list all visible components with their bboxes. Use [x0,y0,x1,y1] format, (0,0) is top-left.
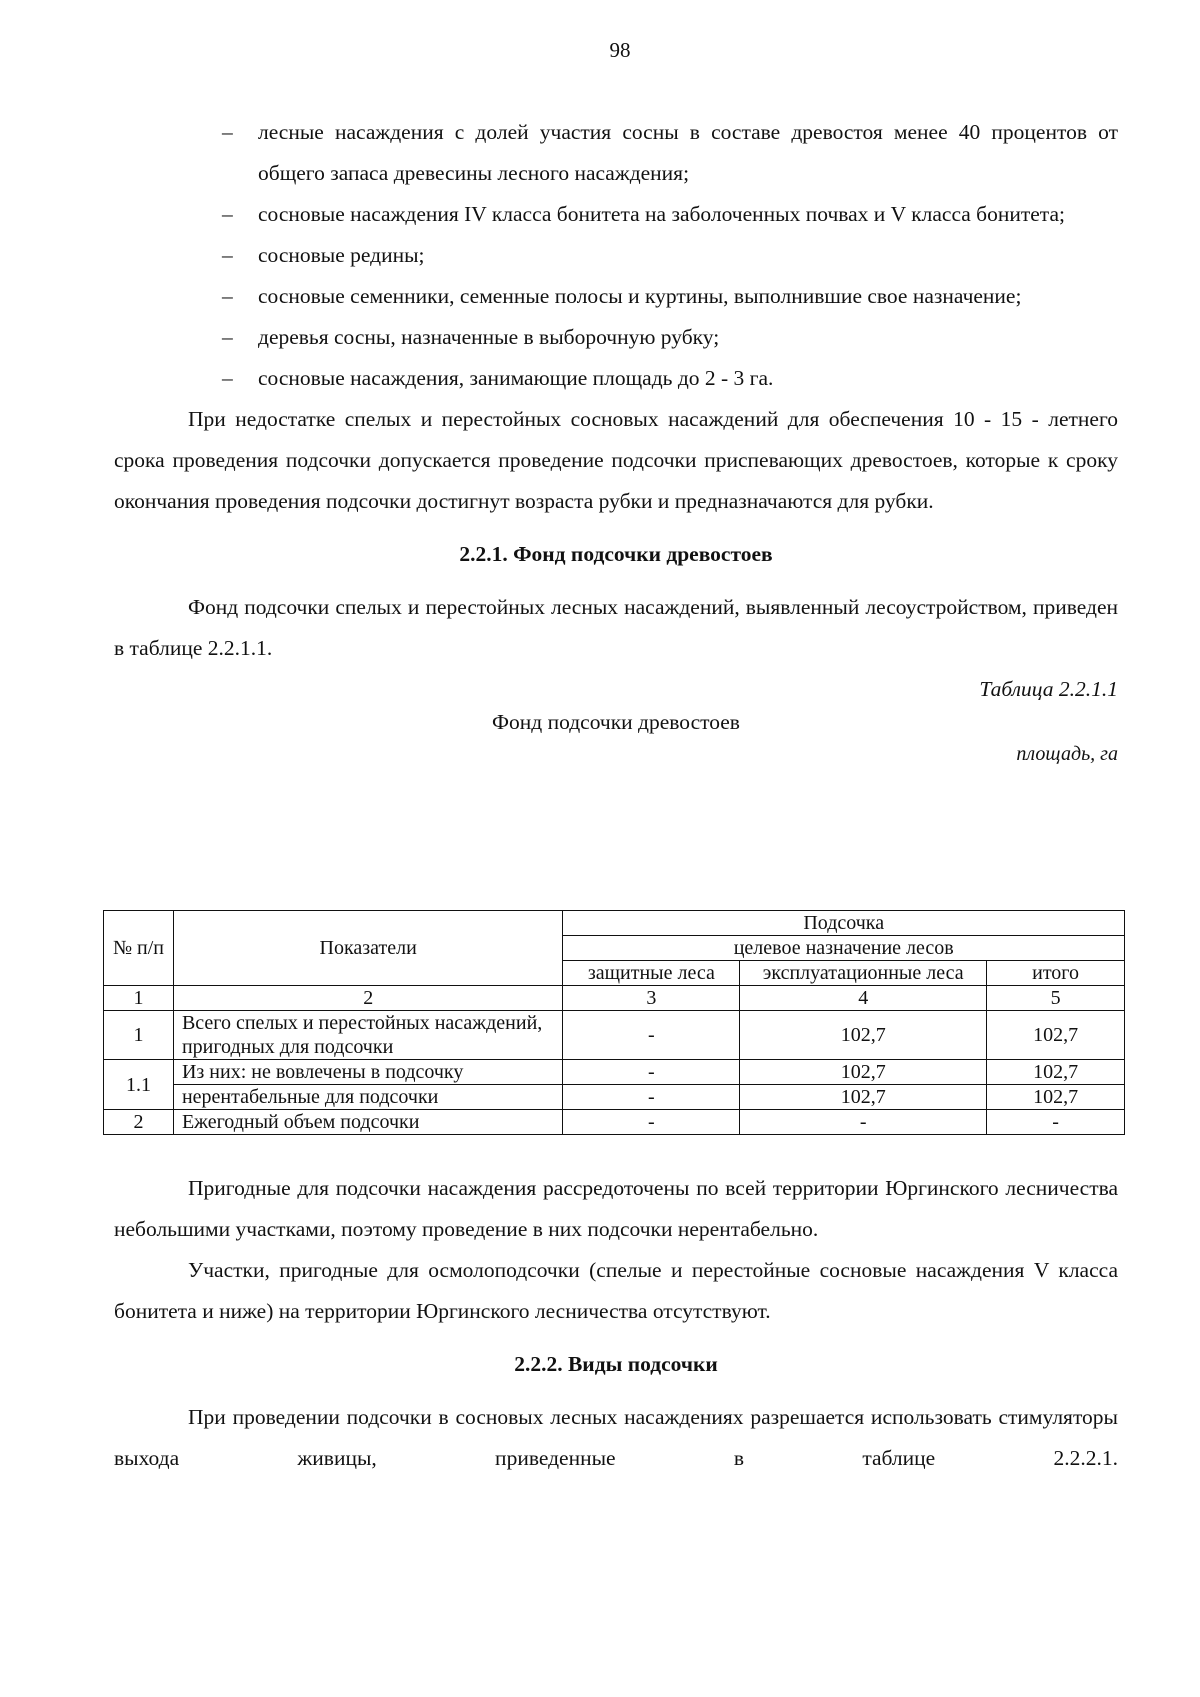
list-item-text: сосновые редины; [258,243,425,267]
table-cell: Всего спелых и перестойных насаждений, пригодных для подсочки [173,1011,563,1060]
table-cell: Ежегодный объем подсочки [173,1110,563,1135]
table-cell: Из них: не вовлечены в подсочку [173,1060,563,1085]
page-number: 98 [609,38,631,62]
table-cell: 102,7 [987,1011,1125,1060]
header-cell: Показатели [173,911,563,986]
table-cell: 4 [740,986,987,1011]
table-cell: - [563,1060,740,1085]
table-cell: 2 [173,986,563,1011]
table-cell: 1 [104,1011,174,1060]
header-cell: № п/п [104,911,174,986]
table-cell: 3 [563,986,740,1011]
list-item [114,317,1118,358]
paragraph: При проведении подсочки в сосновых лесных насаждениях разрешается использовать стимуляторы выхода живицы, приведенные в таблице 2.2.2.1. [114,1405,1118,1470]
table-cell: нерентабельные для подсочки [173,1085,563,1110]
dash-mark: – [222,243,233,267]
table-unit: площадь, га [1016,743,1118,765]
table-cell: - [563,1110,740,1135]
list-item-text: деревья сосны, назначенные в выборочную рубку; [258,325,720,349]
table-cell: - [740,1110,987,1135]
header-cell: целевое назначение лесов [563,936,1125,961]
list-item-text: сосновые насаждения IV класса бонитета на заболоченных почвах и V класса бонитета; [258,202,1065,226]
table-cell: 2 [104,1110,174,1135]
section-heading: 2.2.1. Фонд подсочки древостоев [459,542,773,566]
header-cell: эксплуатационные леса [740,961,987,986]
paragraph: При недостатке спелых и перестойных сосновых насаждений для обеспечения 10 - 15 - летнего срока проведения подсочки допускается проведение подсочки приспевающих древостоев, которые к сроку окончания проведения подсочки достигнут возраста рубки и предназначаются для рубки. [114,407,1118,513]
table-row [104,986,1125,1011]
table-cell: 102,7 [740,1085,987,1110]
dash-mark: – [222,325,233,349]
dash-mark: – [222,120,233,144]
list-item [114,235,1118,276]
header-cell: защитные леса [563,961,740,986]
list-item [114,358,1118,399]
table-cell: - [563,1011,740,1060]
dash-mark: – [222,366,233,390]
table-cell: 5 [987,986,1125,1011]
section-heading: 2.2.2. Виды подсочки [514,1352,718,1376]
table-title: Фонд подсочки древостоев [492,710,740,734]
table-cell: 1 [104,986,174,1011]
table-row [104,1085,1125,1110]
table-cell: 102,7 [987,1060,1125,1085]
list-item [114,194,1118,235]
dash-mark: – [222,202,233,226]
list-item [114,112,1118,194]
text-body [114,112,1118,771]
table-label: Таблица 2.2.1.1 [979,677,1118,701]
text-body-lower [114,1168,1118,1479]
list-item-text: сосновые насаждения, занимающие площадь до 2 - 3 га. [258,366,774,390]
paragraph: Фонд подсочки спелых и перестойных лесных насаждений, выявленный лесоустройством, приведен в таблице 2.2.1.1. [114,595,1118,660]
list-item-text: лесные насаждения с долей участия сосны в составе древостоя менее 40 процентов от общего запаса древесины лесного насаждения; [258,120,1118,185]
table-row [104,1060,1125,1085]
table-row [104,1011,1125,1060]
table-cell: - [563,1085,740,1110]
dash-mark: – [222,284,233,308]
table-cell: 1.1 [104,1060,174,1110]
header-cell: Подсочка [563,911,1125,936]
list-item-text: сосновые семенники, семенные полосы и куртины, выполнившие свое назначение; [258,284,1022,308]
table-cell: 102,7 [740,1060,987,1085]
data-table [103,910,1125,1135]
list-item [114,276,1118,317]
header-cell: итого [987,961,1125,986]
paragraph: Пригодные для подсочки насаждения рассредоточены по всей территории Юргинского лесничества небольшими участками, поэтому проведение в них подсочки нерентабельно. [114,1176,1118,1241]
table-row [104,1110,1125,1135]
table-cell: - [987,1110,1125,1135]
table-cell: 102,7 [987,1085,1125,1110]
paragraph: Участки, пригодные для осмолоподсочки (спелые и перестойные сосновые насаждения V класса бонитета и ниже) на территории Юргинского лесничества отсутствуют. [114,1258,1118,1323]
table-cell: 102,7 [740,1011,987,1060]
